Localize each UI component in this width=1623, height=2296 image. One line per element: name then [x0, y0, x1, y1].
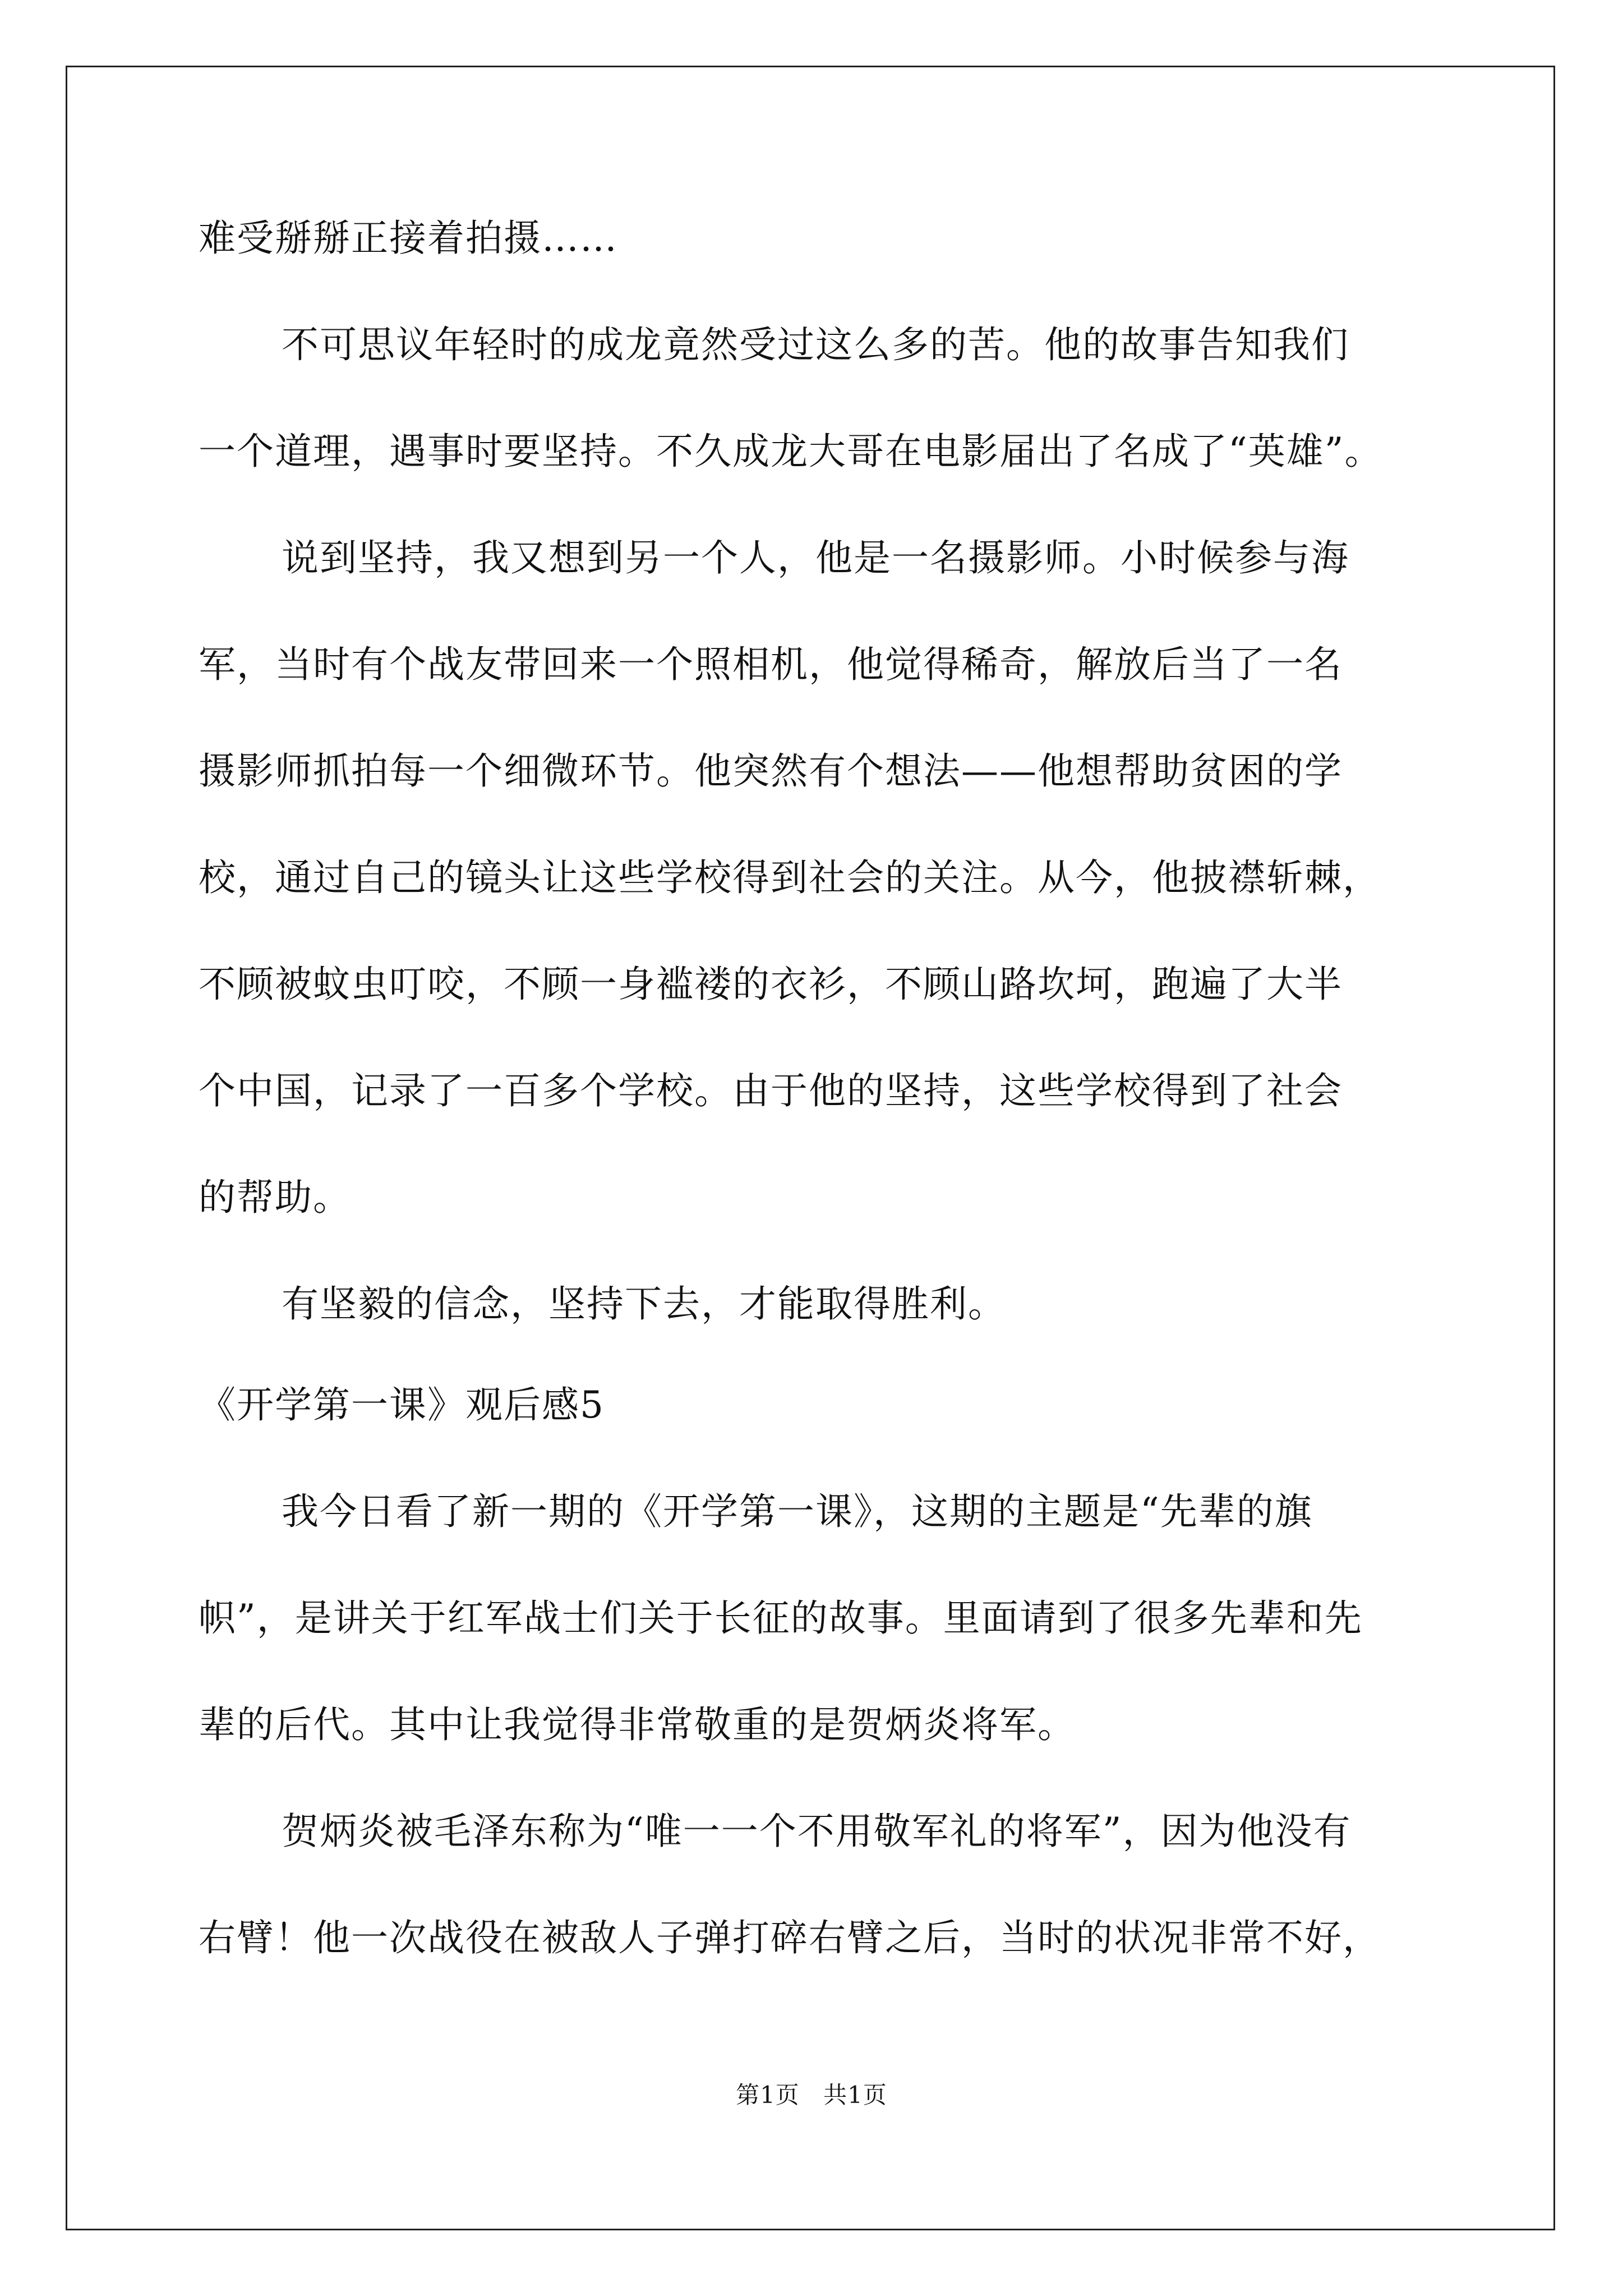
- text-line: 摄影师抓拍每一个细微环节。他突然有个想法——他想帮助贫困的学: [199, 749, 1343, 793]
- page-number-current: 第1页: [736, 2081, 800, 2109]
- text-line: 贺炳炎被毛泽东称为“唯一一个不用敬军礼的将军”，因为他没有: [282, 1810, 1352, 1853]
- text-line: 不可思议年轻时的成龙竟然受过这么多的苦。他的故事告知我们: [282, 323, 1349, 366]
- text-line: 我今日看了新一期的《开学第一课》，这期的主题是“先辈的旗: [282, 1490, 1313, 1533]
- section-heading: 《开学第一课》观后感5: [199, 1383, 605, 1427]
- page-border: [66, 66, 1555, 2230]
- text-line: 的帮助。: [199, 1176, 351, 1219]
- text-line: 有坚毅的信念，坚持下去，才能取得胜利。: [282, 1282, 1006, 1326]
- text-line: 右臂！他一次战役在被敌人子弹打碎右臂之后，当时的状况非常不好，: [199, 1916, 1381, 1959]
- page-number-total: 共1页: [823, 2081, 887, 2109]
- text-line: 不顾被蚊虫叮咬，不顾一身褴褛的衣衫，不顾山路坎坷，跑遍了大半: [199, 963, 1343, 1006]
- text-line: 军，当时有个战友带回来一个照相机，他觉得稀奇，解放后当了一名: [199, 643, 1343, 686]
- page-footer: [0, 2078, 1623, 2112]
- text-line: 说到坚持，我又想到另一个人，他是一名摄影师。小时候参与海: [282, 536, 1349, 579]
- text-line: 校，通过自己的镜头让这些学校得到社会的关注。从今，他披襟斩棘，: [199, 856, 1381, 899]
- text-line: 帜”，是讲关于红军战士们关于长征的故事。里面请到了很多先辈和先: [199, 1596, 1363, 1640]
- text-line: 个中国，记录了一百多个学校。由于他的坚持，这些学校得到了社会: [199, 1069, 1343, 1112]
- text-line: 难受掰掰正接着拍摄……: [199, 217, 618, 260]
- text-line: 一个道理，遇事时要坚持。不久成龙大哥在电影届出了名成了“英雄”。: [199, 430, 1383, 473]
- text-line: 辈的后代。其中让我觉得非常敬重的是贺炳炎将军。: [199, 1703, 1076, 1746]
